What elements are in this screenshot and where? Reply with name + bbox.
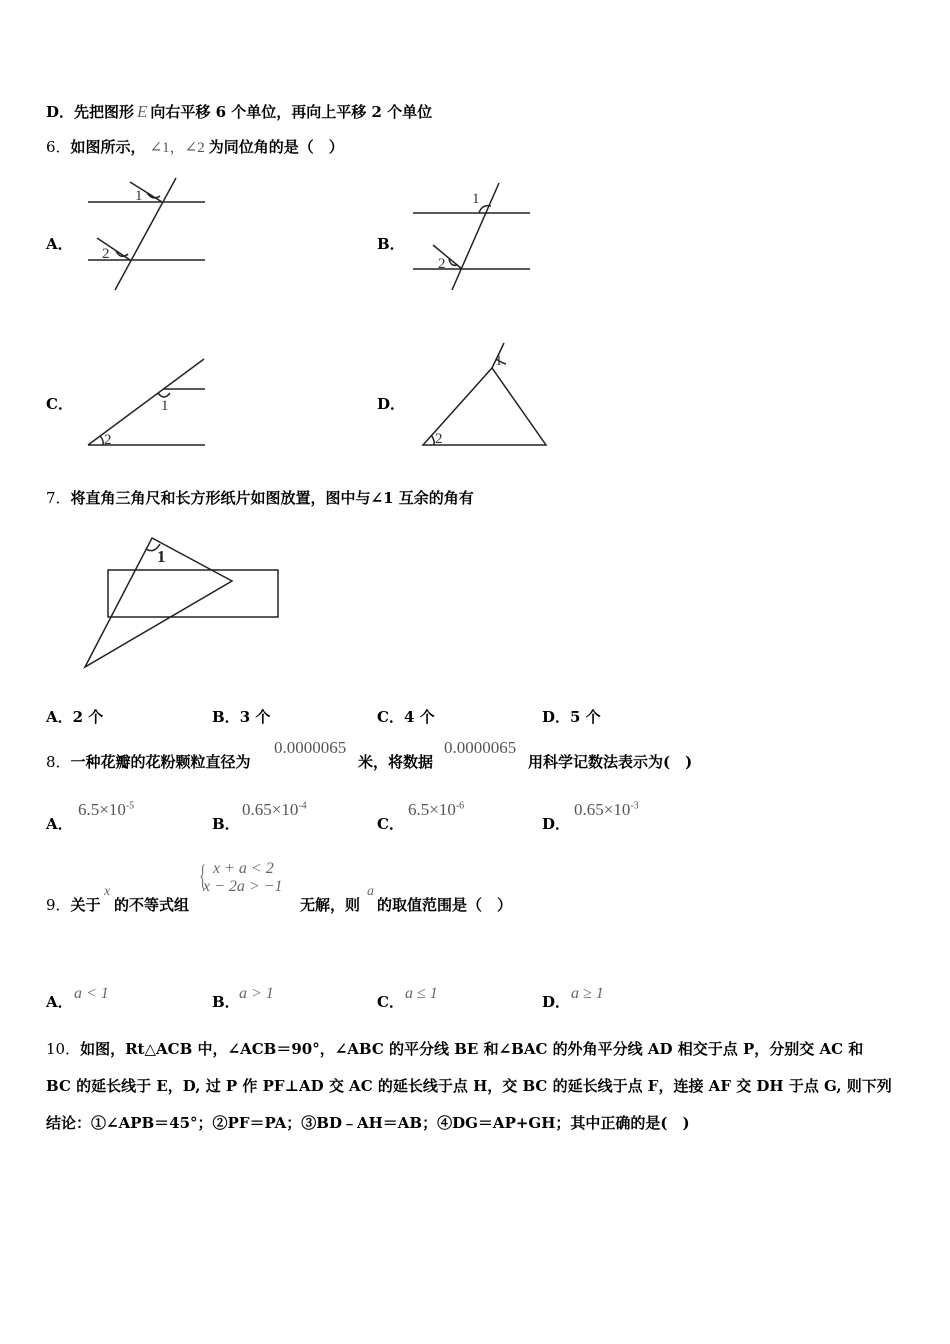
q9-text-3: 无解，则 bbox=[300, 896, 361, 914]
q9-option-b-math: a > 1 bbox=[239, 985, 274, 1002]
angle-label-1: 1 bbox=[161, 398, 169, 414]
q9-option-c-label[interactable]: C． bbox=[377, 993, 404, 1011]
q9-text-4: 的取值范围是（ ） bbox=[377, 896, 513, 914]
q8-option-c-label[interactable]: C． bbox=[377, 815, 404, 833]
q7-figure bbox=[75, 530, 290, 680]
option-label: D． bbox=[542, 708, 571, 726]
q9-var-x: x bbox=[104, 884, 111, 899]
mantissa: 6.5×10 bbox=[408, 800, 456, 819]
q8-text-3: 用科学记数法表示为( ) bbox=[528, 753, 693, 771]
q9-option-d-label[interactable]: D． bbox=[542, 993, 571, 1011]
question-number: 8． bbox=[46, 753, 71, 771]
question-text: 如图，Rt△ACB 中，∠ACB＝90°，∠ABC 的平分线 BE 和∠BAC 的外角平分线 AD 相交于点 P，分别交 AC 和 bbox=[80, 1040, 864, 1058]
angle-label-2: 2 bbox=[104, 432, 112, 448]
q10-line-2: BC 的延长线于 E，D, 过 P 作 PF⊥AD 交 AC 的延长线于点 H，交 BC 的延长线于点 F，连接 AF 交 DH 于点 G, 则下列 bbox=[46, 1077, 892, 1095]
q6-figure-a bbox=[80, 170, 220, 300]
q8-option-a-label[interactable]: A． bbox=[46, 815, 73, 833]
exponent: -6 bbox=[455, 800, 465, 812]
question-number: 6． bbox=[46, 138, 71, 156]
q8-option-d-label[interactable]: D． bbox=[542, 815, 571, 833]
question-number: 7． bbox=[46, 489, 71, 507]
q9-option-a-label[interactable]: A． bbox=[46, 993, 73, 1011]
option-text: 5 个 bbox=[570, 708, 601, 726]
q9-option-b-label[interactable]: B． bbox=[212, 993, 240, 1011]
q8-option-b-label[interactable]: B． bbox=[212, 815, 240, 833]
angle-label-2: 2 bbox=[102, 246, 110, 262]
q9-option-d-math: a ≥ 1 bbox=[571, 985, 604, 1002]
q6-option-d-label[interactable]: D． bbox=[377, 395, 406, 413]
angle-symbols: ∠1，∠2 bbox=[149, 140, 205, 156]
mantissa: 6.5×10 bbox=[78, 800, 126, 819]
q9-option-a-math: a < 1 bbox=[74, 985, 109, 1002]
mantissa: 0.65×10 bbox=[242, 800, 299, 819]
option-text: 3 个 bbox=[239, 708, 271, 726]
q8-option-c-math bbox=[408, 800, 464, 820]
q9-text-1 bbox=[46, 896, 101, 914]
q7-option-c[interactable] bbox=[377, 706, 435, 727]
angle-arc bbox=[100, 436, 103, 445]
inequality-1: x + a < 2 bbox=[213, 860, 274, 877]
q8-option-b-math bbox=[242, 800, 307, 820]
option-text: 先把图形 bbox=[74, 103, 135, 121]
angle-label-1: 1 bbox=[135, 188, 143, 204]
q7-option-b[interactable] bbox=[212, 706, 270, 727]
angle-label-1: 1 bbox=[157, 547, 166, 566]
q8-option-d-math bbox=[574, 800, 639, 820]
q6-figure-d bbox=[415, 335, 555, 450]
question-number: 10． bbox=[46, 1040, 81, 1058]
q9-var-a: a bbox=[367, 884, 374, 899]
q9-text-2: 的不等式组 bbox=[114, 896, 190, 914]
question-text: 一种花瓣的花粉颗粒直径为 bbox=[70, 753, 251, 771]
option-label: A． bbox=[46, 708, 73, 726]
question-number: 9． bbox=[46, 896, 71, 914]
option-label: D． bbox=[46, 103, 75, 121]
q9-option-c-math: a ≤ 1 bbox=[405, 985, 438, 1002]
exponent: -5 bbox=[125, 800, 135, 812]
q6-option-a-label[interactable]: A． bbox=[46, 235, 73, 253]
brace: { bbox=[199, 859, 207, 892]
angle-label-1: 1 bbox=[472, 191, 480, 207]
q8-value-2: 0.0000065 bbox=[444, 738, 517, 757]
question-text: 如图所示， bbox=[70, 138, 146, 156]
angle-arc bbox=[431, 435, 434, 445]
q6-figure-c bbox=[80, 350, 220, 460]
q7-option-d[interactable] bbox=[542, 706, 601, 727]
q10-line-3: 结论：①∠APB＝45°；②PF＝PA；③BD﹣AH＝AB；④DG＝AP+GH；其中正确的是( ) bbox=[46, 1114, 690, 1132]
q8-value-1: 0.0000065 bbox=[274, 738, 347, 757]
option-text: 2 个 bbox=[72, 708, 104, 726]
exponent: -3 bbox=[630, 800, 639, 812]
question-text: 关于 bbox=[70, 896, 101, 914]
q7-option-a[interactable] bbox=[46, 706, 103, 727]
exponent: -4 bbox=[298, 800, 307, 812]
angle-label-2: 2 bbox=[438, 256, 446, 272]
q6-option-c-label[interactable]: C． bbox=[46, 395, 73, 413]
q6-figure-b bbox=[405, 175, 545, 300]
rectangle-paper bbox=[108, 570, 278, 617]
option-text: 4 个 bbox=[403, 708, 435, 726]
q8-option-a-math bbox=[78, 800, 134, 820]
option-label: B． bbox=[212, 708, 240, 726]
q10-line-1 bbox=[46, 1031, 863, 1068]
transversal-line bbox=[115, 178, 176, 290]
figure-symbol: E bbox=[137, 102, 148, 121]
q8-text-2: 米，将数据 bbox=[358, 753, 434, 771]
option-label: C． bbox=[377, 708, 404, 726]
mantissa: 0.65×10 bbox=[574, 800, 631, 819]
q5-option-d bbox=[46, 103, 432, 121]
question-text: 将直角三角尺和长方形纸片如图放置，图中与∠1 互余的角有 bbox=[70, 489, 474, 507]
q7-stem bbox=[46, 489, 474, 507]
option-text: 向右平移 6 个单位，再向上平移 2 个单位 bbox=[150, 103, 433, 121]
q8-stem bbox=[46, 753, 251, 771]
angle-arc bbox=[158, 393, 170, 397]
q6-stem bbox=[46, 138, 344, 157]
angle-label-1: 1 bbox=[495, 353, 503, 369]
inequality-2: x − 2a > −1 bbox=[203, 878, 283, 895]
q6-option-b-label[interactable]: B． bbox=[377, 235, 405, 253]
question-text: 为同位角的是（ ） bbox=[208, 138, 344, 156]
angle-label-2: 2 bbox=[435, 431, 443, 447]
